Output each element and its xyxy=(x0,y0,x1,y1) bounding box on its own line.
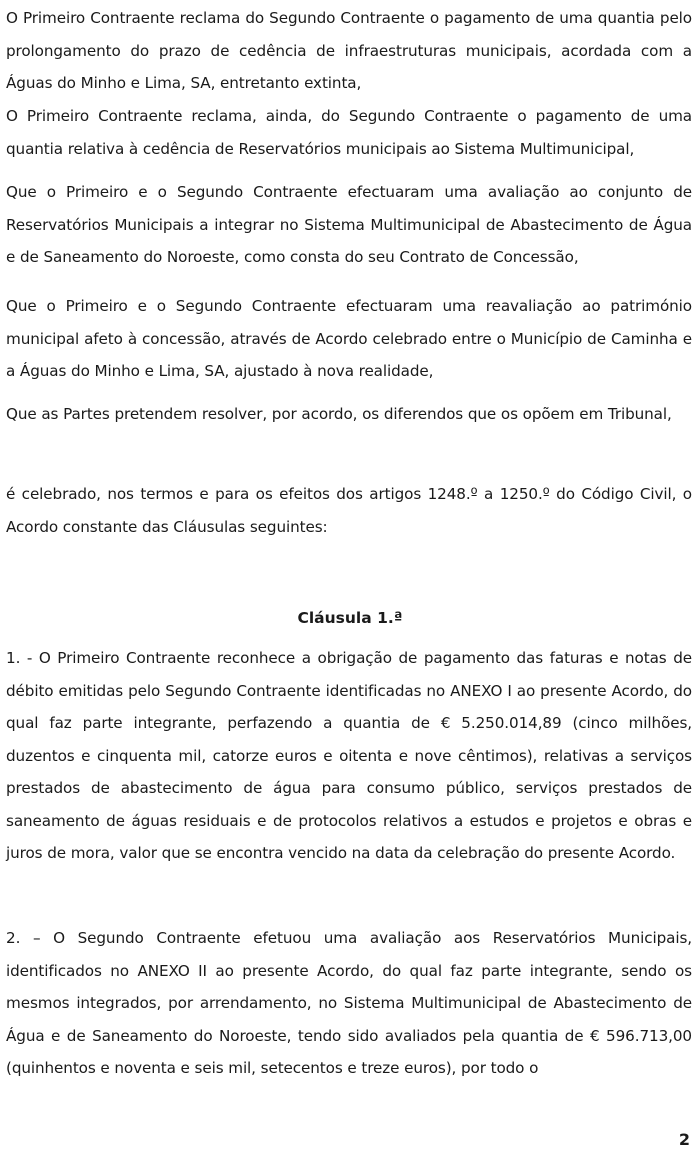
intro-paragraph-6: é celebrado, nos termos e para os efeitos dos artigos 1248.º a 1250.º do Código Civil, o Acordo constante das Cláusulas seguintes: xyxy=(6,485,692,536)
clause-paragraph-2: 2. – O Segundo Contraente efetuou uma avaliação aos Reservatórios Municipais, identificados no ANEXO II ao presente Acordo, do qual faz parte integrante, sendo os mesmos integrados, por arrendamento, no Sistema Multimunicipal de Abastecimento de Água e de Saneamento do Noroeste, tendo sido avaliados pela quantia de € 596.713,00 (quinhentos e noventa e seis mil, setecentos e treze euros), por todo o xyxy=(6,929,692,1077)
intro-paragraph-3: Que o Primeiro e o Segundo Contraente efectuaram uma avaliação ao conjunto de Reservatórios Municipais a integrar no Sistema Multimunicipal de Abastecimento de Água e de Saneamento do Noroeste, como consta do seu Contrato de Concessão, xyxy=(6,183,692,266)
intro-paragraph-4: Que o Primeiro e o Segundo Contraente efectuaram uma reavaliação ao património municipal afeto à concessão, através de Acordo celebrado entre o Município de Caminha e a Águas do Minho e Lima, SA, ajustado à nova realidade, xyxy=(6,297,692,380)
clause-paragraph-1: 1. - O Primeiro Contraente reconhece a obrigação de pagamento das faturas e notas de débito emitidas pelo Segundo Contraente identificadas no ANEXO I ao presente Acordo, do qual faz parte integrante, perfazendo a quantia de € 5.250.014,89 (cinco milhões, duzentos e cinquenta mil, catorze euros e oitenta e nove cêntimos), relativas a serviços prestados de abastecimento de água para consumo público, serviços prestados de saneamento de águas residuais e de protocolos relativos a estudos e projetos e obras e juros de mora, valor que se encontra vencido na data da celebração do presente Acordo. xyxy=(6,649,692,862)
page-number: 2 xyxy=(678,1130,690,1149)
clause-heading: Cláusula 1.ª xyxy=(297,609,403,627)
intro-paragraph-2: O Primeiro Contraente reclama, ainda, do Segundo Contraente o pagamento de uma quantia relativa à cedência de Reservatórios municipais ao Sistema Multimunicipal, xyxy=(6,107,692,158)
intro-paragraph-5: Que as Partes pretendem resolver, por acordo, os diferendos que os opõem em Tribunal, xyxy=(6,405,672,423)
intro-paragraph-1: O Primeiro Contraente reclama do Segundo Contraente o pagamento de uma quantia pelo prolongamento do prazo de cedência de infraestruturas municipais, acordada com a Águas do Minho e Lima, SA, entretanto extinta, xyxy=(6,9,692,92)
